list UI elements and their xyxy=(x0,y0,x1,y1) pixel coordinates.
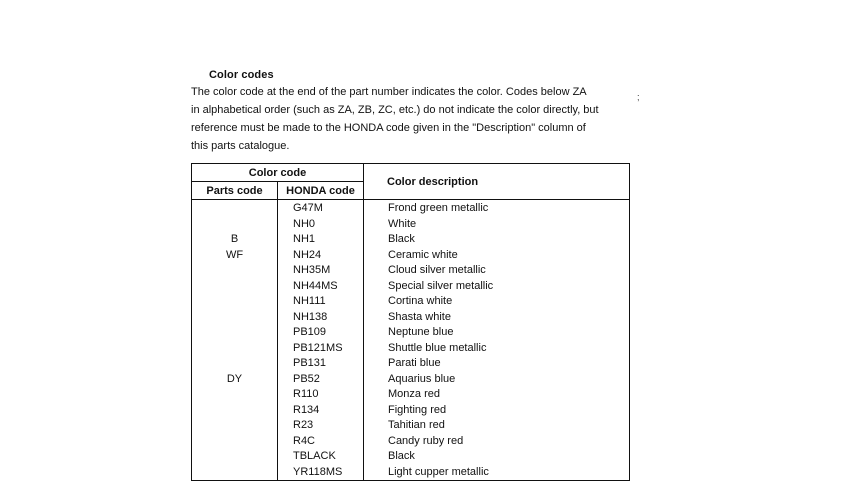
table-row xyxy=(192,232,630,248)
honda-code-cell: NH111 xyxy=(278,294,364,310)
table-row xyxy=(192,418,630,434)
paragraph-line: The color code at the end of the part number indicates the color. Codes below ZA xyxy=(191,86,587,98)
table-row xyxy=(192,263,630,279)
color-description-header: Color description xyxy=(364,164,630,200)
honda-code-cell: PB109 xyxy=(278,325,364,341)
color-description-cell: Frond green metallic xyxy=(364,200,630,217)
honda-code-cell: TBLACK xyxy=(278,449,364,465)
parts-code-cell xyxy=(192,341,278,357)
honda-code-cell: NH24 xyxy=(278,248,364,264)
parts-code-cell xyxy=(192,263,278,279)
table-body xyxy=(192,200,630,481)
honda-code-cell: NH1 xyxy=(278,232,364,248)
table-row xyxy=(192,279,630,295)
parts-code-cell xyxy=(192,403,278,419)
parts-code-cell xyxy=(192,279,278,295)
parts-code-cell xyxy=(192,217,278,233)
color-description-cell: Black xyxy=(364,449,630,465)
honda-code-cell: R4C xyxy=(278,434,364,450)
table-header xyxy=(192,164,630,200)
color-description-cell: Shasta white xyxy=(364,310,630,326)
table-row xyxy=(192,325,630,341)
honda-code-cell: R23 xyxy=(278,418,364,434)
parts-code-cell xyxy=(192,325,278,341)
color-description-cell: Monza red xyxy=(364,387,630,403)
honda-code-cell: PB131 xyxy=(278,356,364,372)
color-description-cell: Neptune blue xyxy=(364,325,630,341)
color-code-header: Color code xyxy=(192,164,364,182)
section-heading: Color codes xyxy=(209,69,274,81)
paragraph-line: in alphabetical order (such as ZA, ZB, ZC, etc.) do not indicate the color directly, but xyxy=(191,104,599,116)
honda-code-cell: YR118MS xyxy=(278,465,364,481)
color-description-cell: Fighting red xyxy=(364,403,630,419)
table-row xyxy=(192,310,630,326)
table-row xyxy=(192,200,630,217)
intro-paragraph xyxy=(191,83,651,155)
table-row xyxy=(192,403,630,419)
color-description-cell: Shuttle blue metallic xyxy=(364,341,630,357)
color-description-cell: Light cupper metallic xyxy=(364,465,630,481)
color-description-cell: Special silver metallic xyxy=(364,279,630,295)
stray-mark: ; xyxy=(637,92,640,102)
color-description-cell: Cloud silver metallic xyxy=(364,263,630,279)
table-row xyxy=(192,372,630,388)
parts-code-cell xyxy=(192,465,278,481)
honda-code-cell: R134 xyxy=(278,403,364,419)
honda-code-cell: NH0 xyxy=(278,217,364,233)
honda-code-cell: NH44MS xyxy=(278,279,364,295)
table-row xyxy=(192,387,630,403)
color-description-cell: Aquarius blue xyxy=(364,372,630,388)
honda-code-cell: NH35M xyxy=(278,263,364,279)
table-row xyxy=(192,449,630,465)
honda-code-cell: G47M xyxy=(278,200,364,217)
parts-code-cell: B xyxy=(192,232,278,248)
honda-code-cell: PB52 xyxy=(278,372,364,388)
honda-code-cell: R110 xyxy=(278,387,364,403)
color-description-cell: Ceramic white xyxy=(364,248,630,264)
paragraph-line: reference must be made to the HONDA code given in the "Description" column of xyxy=(191,122,586,134)
color-description-cell: Cortina white xyxy=(364,294,630,310)
color-description-cell: White xyxy=(364,217,630,233)
color-description-cell: Black xyxy=(364,232,630,248)
parts-code-cell xyxy=(192,418,278,434)
parts-code-cell xyxy=(192,387,278,403)
parts-code-header: Parts code xyxy=(192,182,278,200)
table-row xyxy=(192,341,630,357)
parts-code-cell xyxy=(192,434,278,450)
color-description-cell: Candy ruby red xyxy=(364,434,630,450)
table-row xyxy=(192,294,630,310)
parts-code-cell xyxy=(192,310,278,326)
honda-code-cell: NH138 xyxy=(278,310,364,326)
table-row xyxy=(192,248,630,264)
color-description-cell: Parati blue xyxy=(364,356,630,372)
parts-code-cell xyxy=(192,356,278,372)
table-row xyxy=(192,434,630,450)
parts-code-cell: DY xyxy=(192,372,278,388)
table-row xyxy=(192,465,630,481)
color-code-table xyxy=(191,163,630,481)
table-row xyxy=(192,217,630,233)
parts-code-cell xyxy=(192,200,278,217)
honda-code-header: HONDA code xyxy=(278,182,364,200)
parts-code-cell: WF xyxy=(192,248,278,264)
parts-code-cell xyxy=(192,294,278,310)
paragraph-line: this parts catalogue. xyxy=(191,140,290,152)
parts-code-cell xyxy=(192,449,278,465)
honda-code-cell: PB121MS xyxy=(278,341,364,357)
table-row xyxy=(192,356,630,372)
color-description-cell: Tahitian red xyxy=(364,418,630,434)
